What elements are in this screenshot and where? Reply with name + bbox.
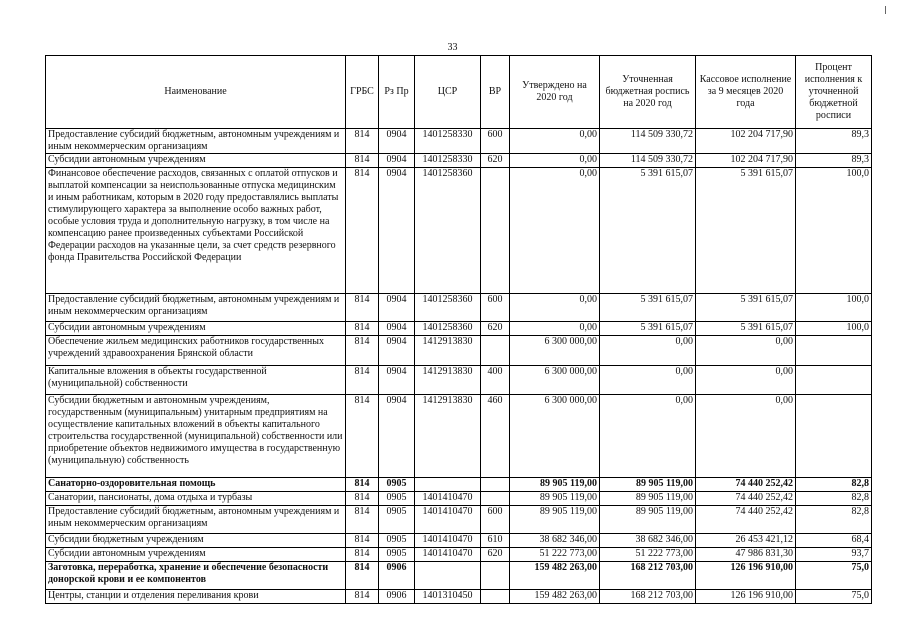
cell-approved: 0,00 bbox=[510, 168, 600, 294]
cell-percent: 100,0 bbox=[796, 322, 872, 336]
cell-csr: 1401410470 bbox=[415, 506, 481, 534]
table-row bbox=[46, 154, 872, 168]
cell-vr bbox=[481, 168, 510, 294]
cell-vr bbox=[481, 492, 510, 506]
cell-approved: 6 300 000,00 bbox=[510, 336, 600, 366]
cell-cash: 0,00 bbox=[696, 366, 796, 395]
cell-approved: 6 300 000,00 bbox=[510, 366, 600, 395]
table-row bbox=[46, 366, 872, 395]
cell-csr: 1401258330 bbox=[415, 154, 481, 168]
cell-approved: 38 682 346,00 bbox=[510, 534, 600, 548]
table-row bbox=[46, 294, 872, 322]
header-grbs: ГРБС bbox=[346, 56, 379, 129]
cell-grbs: 814 bbox=[346, 548, 379, 562]
cell-cash: 47 986 831,30 bbox=[696, 548, 796, 562]
budget-execution-table bbox=[45, 55, 872, 604]
cell-name: Обеспечение жильем медицинских работников государственных учреждений здравоохранения Брянской области bbox=[46, 336, 346, 366]
cell-csr: 1401258360 bbox=[415, 294, 481, 322]
cell-percent: 82,8 bbox=[796, 506, 872, 534]
cell-percent: 100,0 bbox=[796, 168, 872, 294]
cell-rzpr: 0906 bbox=[379, 590, 415, 604]
cell-csr: 1401258360 bbox=[415, 322, 481, 336]
cell-grbs: 814 bbox=[346, 395, 379, 478]
cell-vr: 600 bbox=[481, 506, 510, 534]
cell-percent: 75,0 bbox=[796, 562, 872, 590]
table-row bbox=[46, 322, 872, 336]
cell-vr bbox=[481, 590, 510, 604]
cell-csr: 1401258330 bbox=[415, 129, 481, 154]
cell-cash: 5 391 615,07 bbox=[696, 322, 796, 336]
cell-vr bbox=[481, 336, 510, 366]
cell-cash: 0,00 bbox=[696, 336, 796, 366]
cell-name: Предоставление субсидий бюджетным, автономным учреждениям и иным некоммерческим организациям bbox=[46, 129, 346, 154]
cell-csr: 1412913830 bbox=[415, 366, 481, 395]
cell-rzpr: 0904 bbox=[379, 129, 415, 154]
cell-refined: 38 682 346,00 bbox=[600, 534, 696, 548]
cell-approved: 89 905 119,00 bbox=[510, 492, 600, 506]
cell-grbs: 814 bbox=[346, 336, 379, 366]
cell-refined: 0,00 bbox=[600, 336, 696, 366]
table-header-row bbox=[46, 56, 872, 129]
cell-name: Санатории, пансионаты, дома отдыха и турбазы bbox=[46, 492, 346, 506]
cell-csr: 1401410470 bbox=[415, 534, 481, 548]
cell-vr: 460 bbox=[481, 395, 510, 478]
header-vr: ВР bbox=[481, 56, 510, 129]
cell-name: Финансовое обеспечение расходов, связанных с оплатой отпусков и выплатой компенсации за неиспользованные отпуска медицинским и иным работникам, которым в 2020 году предоставлялись выплаты стимулирующего характера за выполнение особо важных работ, особые условия труда и дополнительную нагрузку, в том числе на компенсацию ранее произведенных субъектами Российской Федерации расходов на указанные цели, за счет средств резервного фонда Правительства Российской Федерации bbox=[46, 168, 346, 294]
cell-grbs: 814 bbox=[346, 366, 379, 395]
cell-rzpr: 0906 bbox=[379, 562, 415, 590]
header-name: Наименование bbox=[46, 56, 346, 129]
header-refined: Уточненная бюджетная роспись на 2020 год bbox=[600, 56, 696, 129]
cell-percent: 68,4 bbox=[796, 534, 872, 548]
table-row bbox=[46, 590, 872, 604]
cell-cash: 126 196 910,00 bbox=[696, 590, 796, 604]
cell-rzpr: 0904 bbox=[379, 322, 415, 336]
cell-percent bbox=[796, 366, 872, 395]
cell-csr: 1412913830 bbox=[415, 395, 481, 478]
scan-artifact-mark bbox=[885, 6, 886, 14]
table-row bbox=[46, 336, 872, 366]
header-percent: Процент исполнения к уточненной бюджетной росписи bbox=[796, 56, 872, 129]
cell-grbs: 814 bbox=[346, 129, 379, 154]
cell-rzpr: 0904 bbox=[379, 294, 415, 322]
cell-name: Предоставление субсидий бюджетным, автономным учреждениям и иным некоммерческим организациям bbox=[46, 294, 346, 322]
cell-refined: 168 212 703,00 bbox=[600, 590, 696, 604]
cell-name: Заготовка, переработка, хранение и обеспечение безопасности донорской крови и ее компонентов bbox=[46, 562, 346, 590]
cell-rzpr: 0904 bbox=[379, 154, 415, 168]
cell-refined: 51 222 773,00 bbox=[600, 548, 696, 562]
cell-rzpr: 0905 bbox=[379, 478, 415, 492]
cell-grbs: 814 bbox=[346, 590, 379, 604]
cell-rzpr: 0905 bbox=[379, 492, 415, 506]
cell-refined: 0,00 bbox=[600, 366, 696, 395]
cell-grbs: 814 bbox=[346, 322, 379, 336]
cell-name: Субсидии автономным учреждениям bbox=[46, 322, 346, 336]
cell-refined: 89 905 119,00 bbox=[600, 478, 696, 492]
cell-cash: 74 440 252,42 bbox=[696, 506, 796, 534]
cell-rzpr: 0905 bbox=[379, 506, 415, 534]
table-row bbox=[46, 168, 872, 294]
cell-name: Предоставление субсидий бюджетным, автономным учреждениям и иным некоммерческим организациям bbox=[46, 506, 346, 534]
cell-percent: 82,8 bbox=[796, 492, 872, 506]
cell-cash: 102 204 717,90 bbox=[696, 154, 796, 168]
table-row bbox=[46, 492, 872, 506]
cell-vr: 600 bbox=[481, 294, 510, 322]
cell-approved: 0,00 bbox=[510, 322, 600, 336]
cell-vr: 620 bbox=[481, 548, 510, 562]
cell-percent: 93,7 bbox=[796, 548, 872, 562]
cell-name: Субсидии бюджетным учреждениям bbox=[46, 534, 346, 548]
cell-cash: 0,00 bbox=[696, 395, 796, 478]
cell-vr: 620 bbox=[481, 322, 510, 336]
table-row bbox=[46, 548, 872, 562]
cell-name: Субсидии автономным учреждениям bbox=[46, 154, 346, 168]
cell-refined: 168 212 703,00 bbox=[600, 562, 696, 590]
cell-csr: 1401310450 bbox=[415, 590, 481, 604]
cell-refined: 5 391 615,07 bbox=[600, 168, 696, 294]
cell-grbs: 814 bbox=[346, 294, 379, 322]
header-cash: Кассовое исполнение за 9 месяцев 2020 года bbox=[696, 56, 796, 129]
cell-percent: 100,0 bbox=[796, 294, 872, 322]
cell-grbs: 814 bbox=[346, 534, 379, 548]
cell-csr: 1401258360 bbox=[415, 168, 481, 294]
cell-name: Капитальные вложения в объекты государственной (муниципальной) собственности bbox=[46, 366, 346, 395]
cell-grbs: 814 bbox=[346, 492, 379, 506]
cell-rzpr: 0905 bbox=[379, 534, 415, 548]
cell-name: Субсидии автономным учреждениям bbox=[46, 548, 346, 562]
cell-percent: 75,0 bbox=[796, 590, 872, 604]
cell-grbs: 814 bbox=[346, 478, 379, 492]
header-rzpr: Рз Пр bbox=[379, 56, 415, 129]
header-approved: Утверждено на 2020 год bbox=[510, 56, 600, 129]
cell-rzpr: 0905 bbox=[379, 548, 415, 562]
cell-refined: 89 905 119,00 bbox=[600, 506, 696, 534]
cell-approved: 89 905 119,00 bbox=[510, 506, 600, 534]
cell-name: Санаторно-оздоровительная помощь bbox=[46, 478, 346, 492]
cell-vr bbox=[481, 478, 510, 492]
cell-percent bbox=[796, 336, 872, 366]
cell-cash: 126 196 910,00 bbox=[696, 562, 796, 590]
cell-grbs: 814 bbox=[346, 562, 379, 590]
cell-rzpr: 0904 bbox=[379, 366, 415, 395]
cell-vr: 610 bbox=[481, 534, 510, 548]
cell-refined: 5 391 615,07 bbox=[600, 294, 696, 322]
table-row bbox=[46, 562, 872, 590]
cell-refined: 89 905 119,00 bbox=[600, 492, 696, 506]
cell-cash: 102 204 717,90 bbox=[696, 129, 796, 154]
cell-cash: 74 440 252,42 bbox=[696, 492, 796, 506]
cell-vr bbox=[481, 562, 510, 590]
cell-refined: 114 509 330,72 bbox=[600, 154, 696, 168]
cell-grbs: 814 bbox=[346, 168, 379, 294]
cell-csr bbox=[415, 562, 481, 590]
header-csr: ЦСР bbox=[415, 56, 481, 129]
cell-cash: 5 391 615,07 bbox=[696, 294, 796, 322]
cell-approved: 0,00 bbox=[510, 154, 600, 168]
cell-vr: 620 bbox=[481, 154, 510, 168]
cell-cash: 74 440 252,42 bbox=[696, 478, 796, 492]
cell-grbs: 814 bbox=[346, 154, 379, 168]
cell-name: Субсидии бюджетным и автономным учреждениям, государственным (муниципальным) унитарным предприятиям на осуществление капитальных вложений в объекты капитального строительства государственной (муниципальной) собственности или приобретение объектов недвижимого имущества в государственную (муниципальную) собственность bbox=[46, 395, 346, 478]
page-number: 33 bbox=[447, 42, 458, 53]
cell-rzpr: 0904 bbox=[379, 395, 415, 478]
cell-approved: 159 482 263,00 bbox=[510, 590, 600, 604]
cell-csr: 1412913830 bbox=[415, 336, 481, 366]
cell-refined: 0,00 bbox=[600, 395, 696, 478]
table-row bbox=[46, 478, 872, 492]
table-body bbox=[46, 129, 872, 604]
cell-approved: 89 905 119,00 bbox=[510, 478, 600, 492]
cell-approved: 51 222 773,00 bbox=[510, 548, 600, 562]
table-row bbox=[46, 534, 872, 548]
cell-percent: 89,3 bbox=[796, 129, 872, 154]
cell-csr: 1401410470 bbox=[415, 548, 481, 562]
cell-name: Центры, станции и отделения переливания крови bbox=[46, 590, 346, 604]
cell-approved: 0,00 bbox=[510, 129, 600, 154]
table-row bbox=[46, 395, 872, 478]
table-row bbox=[46, 506, 872, 534]
cell-percent: 82,8 bbox=[796, 478, 872, 492]
cell-approved: 6 300 000,00 bbox=[510, 395, 600, 478]
cell-rzpr: 0904 bbox=[379, 336, 415, 366]
cell-cash: 26 453 421,12 bbox=[696, 534, 796, 548]
cell-grbs: 814 bbox=[346, 506, 379, 534]
cell-csr bbox=[415, 478, 481, 492]
cell-vr: 400 bbox=[481, 366, 510, 395]
cell-approved: 159 482 263,00 bbox=[510, 562, 600, 590]
cell-percent bbox=[796, 395, 872, 478]
cell-refined: 5 391 615,07 bbox=[600, 322, 696, 336]
cell-csr: 1401410470 bbox=[415, 492, 481, 506]
cell-percent: 89,3 bbox=[796, 154, 872, 168]
cell-approved: 0,00 bbox=[510, 294, 600, 322]
cell-cash: 5 391 615,07 bbox=[696, 168, 796, 294]
cell-rzpr: 0904 bbox=[379, 168, 415, 294]
cell-vr: 600 bbox=[481, 129, 510, 154]
table-row bbox=[46, 129, 872, 154]
cell-refined: 114 509 330,72 bbox=[600, 129, 696, 154]
